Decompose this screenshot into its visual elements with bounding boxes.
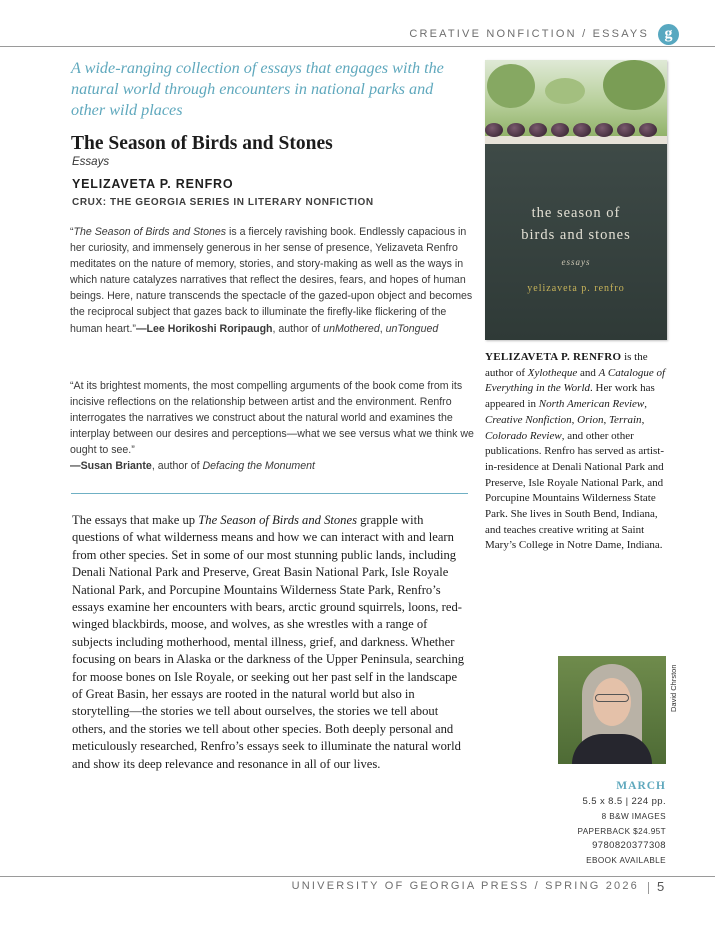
blurb-quote: “The Season of Birds and Stones is a fiercely ravishing book. Endlessly capacious in her curiosity, and immensely generous in her sense of presence, Yelizaveta Renfro meditates on the nature of memory, stories, and story-making as well as the ways in which nature catalyzes narratives that reflect the desires, fears, and hopes of human beings. Here, nature transcends the spectacle of the gazed-upon object and becomes the reciprocal subject that gazes back to illuminate the firefly-like flickering of the human heart.”—Lee Horikoshi Roripaugh, author of unMothered, unTongued <box>70 226 473 335</box>
image-count: 8 B&W IMAGES <box>601 811 666 821</box>
cover-title: the season of birds and stones <box>521 205 631 243</box>
footer-divider <box>0 876 715 877</box>
book-author: YELIZAVETA P. RENFRO <box>72 177 234 191</box>
ebook-availability: EBOOK AVAILABLE <box>586 856 666 866</box>
header-divider <box>0 46 715 47</box>
bio-author-name: YELIZAVETA P. RENFRO <box>485 351 622 363</box>
release-month: MARCH <box>616 780 666 792</box>
section-divider <box>71 493 468 494</box>
photo-credit: David Chrston <box>669 664 678 712</box>
price: PAPERBACK $24.95T <box>577 826 666 836</box>
isbn: 9780820377308 <box>592 840 666 852</box>
author-bio: YELIZAVETA P. RENFRO is the author of Xylotheque and A Catalogue of Everything in the World. Her work has appeared in North American Review, Creative Nonfiction, Orion, Terrain, Colorado Review, and other other publications. Renfro has served as artist-in-residence at Denali National Park and Preserve, Isle Royale National Park, and Porcupine Mountains Wilderness State Park. She lives in South Bend, Indiana, and teaches creative writing at Saint Mary’s College in Notre Dame, Indiana. <box>485 351 666 552</box>
quote-attribution: Susan Briante <box>80 460 152 473</box>
footer-separator <box>648 882 649 894</box>
author-photo <box>558 656 666 764</box>
section-label: CREATIVE NONFICTION / ESSAYS <box>409 28 649 40</box>
description-book-title: The Season of Birds and Stones <box>198 513 357 527</box>
book-cover <box>485 60 667 340</box>
footer-publisher: UNIVERSITY OF GEORGIA PRESS / SPRING 2026 <box>291 880 639 892</box>
book-description: The essays that make up The Season of Birds and Stones grapple with questions of what wilderness means and how we can interact with and learn from other species. Set in some of our most stunning public lands, including Denali National Park and Preserve, Great Basin National Park, Isle Royale National Park, and Porcupine Mountains Wilderness State Park, Renfro’s essays examine her encounters with bears, arctic ground squirrels, loons, red-winged blackbirds, moose, and wolves, as she wrestles with a range of subjects including motherhood, mental illness, grief, and darkness. Whether focusing on bears in Alaska or the darkness of the Upper Peninsula, searching for moose bones on Isle Royale, or seeking out her past self in the landscape of Great Basin, her essays are rooted in the natural world but also in storytelling—the stories we tell about ourselves, the stories we tell about others, and the stories we tell about other species. Both deeply personal and meticulously researched, Renfro’s essays seek to illuminate the natural world and show its deep relevance and resonance in all of our lives. <box>72 513 465 771</box>
quote-attribution: Lee Horikoshi Roripaugh <box>146 322 273 335</box>
quote-work: Defacing the Monument <box>202 460 315 473</box>
blurb-quote: “At its brightest moments, the most compelling arguments of the book come from its incisive reflections on the relationship between artist and the environment. Renfro interrogates the narratives we construct about the natural world and examines the interplay between our desires and perceptions—what we see versus what we think we ought to see.” —Susan Briante, author of Defacing the Monument <box>70 380 474 473</box>
book-tagline: A wide-ranging collection of essays that engages with the natural world through encounters in national parks and other wild places <box>71 59 444 119</box>
cover-author: yelizaveta p. renfro <box>527 283 625 294</box>
book-genre: Essays <box>72 156 110 168</box>
trim-size: 5.5 x 8.5 | 224 pp. <box>582 796 666 807</box>
cover-subtitle: essays <box>561 257 591 267</box>
book-specs <box>506 780 666 869</box>
book-series: CRUX: THE GEORGIA SERIES IN LITERARY NONFICTION <box>72 197 374 208</box>
quote-work: unMothered <box>323 322 380 335</box>
book-title: The Season of Birds and Stones <box>71 133 333 154</box>
quote-book-title: The Season of Birds and Stones <box>73 226 227 238</box>
quote-work: unTongued <box>385 322 439 335</box>
publisher-logo-icon: g <box>658 24 679 45</box>
page-number: 5 <box>657 879 665 894</box>
